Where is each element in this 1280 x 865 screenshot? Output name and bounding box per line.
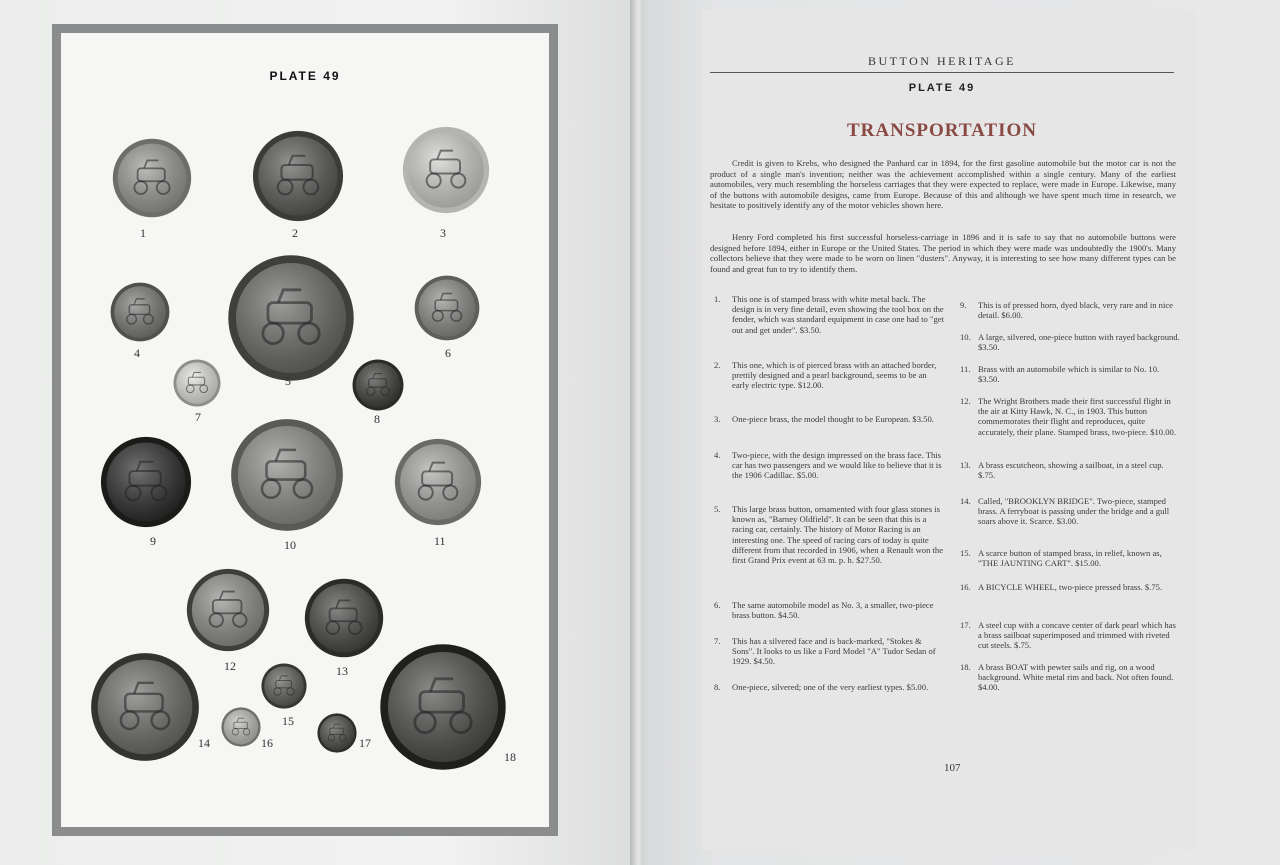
list-item: 6. The same automobile model as No. 3, a smaller, two-piece brass button. $4.50.	[714, 600, 934, 621]
plate-button-number: 3	[440, 226, 446, 240]
plate-button-3	[402, 126, 490, 214]
items-column-left	[714, 294, 944, 714]
section-heading: TRANSPORTATION	[847, 120, 1037, 141]
list-item: 11. Brass with an automobile which is similar to No. 10. $3.50.	[960, 364, 1160, 385]
plate-button-18	[379, 643, 507, 771]
items-column-right	[960, 300, 1180, 700]
plate-button-number: 12	[224, 659, 236, 673]
plate-title: PLATE 49	[269, 69, 341, 83]
plate-button-number: 10	[284, 538, 296, 552]
plate-button-9	[100, 436, 192, 528]
running-head: BUTTON HERITAGE	[710, 54, 1174, 73]
plate-button-number: 9	[150, 534, 156, 548]
plate-button-11	[394, 438, 482, 526]
plate-button-number: 5	[285, 374, 291, 388]
list-item: 12. The Wright Brothers made their first successful flight in the air at Kitty Hawk, N. C., in 1903. This button commemorates their flight and reproduces, quite accurately, their plane. Stamped brass, two-piece. $10.00.	[960, 396, 1176, 437]
list-item: 16. A BICYCLE WHEEL, two-piece pressed brass. $.75.	[960, 582, 1163, 592]
plate-button-8	[352, 359, 404, 411]
list-item: 4. Two-piece, with the design impressed on the brass face. This car has two passengers and we would like to believe that it is the 1906 Cadillac. $5.00.	[714, 450, 942, 481]
right-page	[644, 0, 1280, 865]
plate-button-number: 8	[374, 412, 380, 426]
list-item: 5. This large brass button, ornamented with four glass stones is known as, "Barney Oldfield". It can be seen that this is a racing car, certainly. The history of Motor Racing is an interesting one. The speed of racing cars of today is quite different from that recorded in 1906, when a Renault won the first Grand Prix event at 63 m. p. h. $27.50.	[714, 504, 944, 566]
list-item: 18. A brass BOAT with pewter sails and rig, on a wood background. White metal rim and back. Not often found. $4.00.	[960, 662, 1174, 693]
plate-button-10	[230, 418, 344, 532]
plate-button-number: 15	[282, 714, 294, 728]
plate-button-13	[304, 578, 384, 658]
plate-button-15	[261, 663, 307, 709]
plate-button-2	[252, 130, 344, 222]
plate-button-12	[186, 568, 270, 652]
plate-button-number: 7	[195, 410, 201, 424]
plate-button-number: 1	[140, 226, 146, 240]
list-item: 15. A scarce button of stamped brass, in relief, known as, "THE JAUNTING CART". $15.00.	[960, 548, 1162, 569]
list-item: 8. One-piece, silvered; one of the very earliest types. $5.00.	[714, 682, 929, 692]
intro-paragraph-2: Henry Ford completed his first successful horseless-carriage in 1896 and it is safe to say that no automobile buttons were designed before 1894, either in Europe or the United States. The period in which they were made was undoubtedly the 1900's. Many collectors believe that they were made to be worn on linen "dusters". Anyway, it is interesting to see how many different types can be found and great fun to try to identify them.	[710, 232, 1176, 274]
plate-button-number: 18	[504, 750, 516, 764]
plate-button-number: 4	[134, 346, 140, 360]
list-item: 1. This one is of stamped brass with white metal back. The design is in very fine detail, even showing the tool box on the fender, which was standard equipment in case one had to "get out and get under". $3.50.	[714, 294, 944, 335]
plate-button-4	[110, 282, 170, 342]
list-item: 7. This has a silvered face and is back-marked, "Stokes & Sons". It looks to us like a Ford Model "A" Tudor Sedan of 1929. $4.50.	[714, 636, 936, 667]
plate-button-number: 14	[198, 736, 210, 750]
list-item: 2. This one, which is of pierced brass with an attached border, prettily designed and a pearl background, seems to be an early electric type. $12.00.	[714, 360, 937, 391]
list-item: 9. This is of pressed horn, dyed black, very rare and in nice detail. $6.00.	[960, 300, 1173, 321]
book-spine	[630, 0, 644, 865]
list-item: 14. Called, "BROOKLYN BRIDGE". Two-piece, stamped brass. A ferryboat is passing under the bridge and a gull soars above it. Scarce. $3.00.	[960, 496, 1170, 527]
plate-button-number: 11	[434, 534, 446, 548]
list-item: 17. A steel cup with a concave center of dark pearl which has a brass sailboat superimposed and trimmed with riveted cut steels. $.75.	[960, 620, 1176, 651]
intro-paragraph-1: Credit is given to Krebs, who designed the Panhard car in 1894, for the first gasoline automobile but the motor car is not the product of a single man's invention; neither was the achievement accomplished within a single century. Many of the earliest automobiles, very much resembling the horseless carriages that they were expected to replace, were made in Europe. Likewise, many of the buttons with automobile designs, came from Europe. Because of this and although we have spent much time in research, we hesitate to positively identify any of the motor vehicles shown here.	[710, 158, 1176, 211]
list-item: 13. A brass escutcheon, showing a sailboat, in a steel cup. $.75.	[960, 460, 1164, 481]
plate-button-number: 16	[261, 736, 273, 750]
plate-button-6	[414, 275, 480, 341]
plate-button-14	[90, 652, 200, 762]
plate-button-7	[173, 359, 221, 407]
plate-button-number: 13	[336, 664, 348, 678]
plate-button-16	[221, 707, 261, 747]
plate-button-number: 17	[359, 736, 371, 750]
page-number: 107	[944, 762, 961, 774]
plate-label: PLATE 49	[908, 82, 976, 94]
plate-button-1	[112, 138, 192, 218]
plate-button-number: 2	[292, 226, 298, 240]
list-item: 10. A large, silvered, one-piece button with rayed background. $3.50.	[960, 332, 1180, 353]
plate-button-17	[317, 713, 357, 753]
plate-button-5	[227, 254, 355, 382]
list-item: 3. One-piece brass, the model thought to be European. $3.50.	[714, 414, 934, 424]
plate-button-number: 6	[445, 346, 451, 360]
